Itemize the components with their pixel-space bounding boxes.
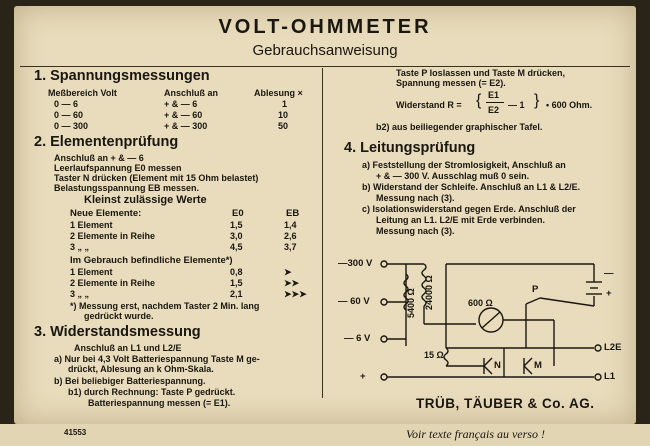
terminal-l2e: L2E <box>604 342 622 353</box>
formula-times: • 600 Ohm. <box>546 100 593 110</box>
text-line: b2) aus beiliegender graphischer Tafel. <box>376 122 543 132</box>
table-cell: 1 Element <box>70 220 113 230</box>
table-cell: 1 <box>282 99 288 109</box>
text-line: Leitung an L1. L2/E mit Erde verbinden. <box>376 215 546 225</box>
text-line: b1) durch Rechnung: Taste P gedrückt. <box>68 387 236 397</box>
page-subtitle: Gebrauchsanweisung <box>252 42 398 59</box>
text-line: a) Nur bei 4,3 Volt Batteriespannung Taste M ge- <box>54 354 260 364</box>
footer <box>0 424 650 446</box>
col-header-connection: Anschluß an <box>164 88 219 98</box>
table-cell: 50 <box>278 121 289 131</box>
col-header-range: Meßbereich Volt <box>48 88 117 98</box>
terminal-l1: L1 <box>604 371 616 382</box>
table-cell: 2,6 <box>284 231 297 241</box>
text-line: Anschluß an L1 und L2/E <box>74 343 182 353</box>
table-cell: 4,5 <box>230 242 243 252</box>
table-cell: ➤➤➤ <box>284 289 307 299</box>
resistor-5400-label: 5400 Ω <box>406 288 416 318</box>
resistor-24000-label: 24000 Ω <box>424 275 434 310</box>
print-code: 41553 <box>64 428 87 437</box>
text-line: Messung nach (3). <box>376 226 455 236</box>
table-cell: 2 Elemente in Reihe <box>70 231 156 241</box>
text-line: a) Feststellung der Stromlosigkeit, Anschluß an <box>362 160 566 170</box>
section-3-heading: 3. Widerstandsmessung <box>34 324 201 340</box>
resistor-15-label: 15 Ω <box>424 350 444 360</box>
instruction-card <box>14 6 636 424</box>
formula-e2: E2 <box>488 105 500 115</box>
table-cell: 3,7 <box>284 242 297 252</box>
text-line: + & — 300 V. Ausschlag muß 0 sein. <box>376 171 530 181</box>
table-cell: + & — 60 <box>164 110 203 120</box>
page-title: VOLT-OHMMETER <box>218 16 432 38</box>
table-cell: 2,1 <box>230 289 243 299</box>
new-elements-heading: Neue Elemente: <box>70 208 142 219</box>
text-line: Leerlaufspannung E0 messen <box>54 163 182 173</box>
circuit-diagram <box>14 6 636 424</box>
table-cell: ➤ <box>284 267 292 277</box>
footnote: *) Messung erst, nachdem Taster 2 Min. lang <box>70 301 260 311</box>
table-cell: 10 <box>278 110 289 120</box>
formula-e1: E1 <box>488 90 500 100</box>
text-line: Taster N drücken (Element mit 15 Ohm belastet) <box>54 173 259 183</box>
footnote-cont: gedrückt wurde. <box>84 311 154 321</box>
table-cell: 1,4 <box>284 220 297 230</box>
battery-minus: — <box>604 268 614 279</box>
section-4-heading: 4. Leitungsprüfung <box>344 140 476 156</box>
formula-label: Widerstand R = <box>396 100 462 110</box>
col-header-reading: Ablesung × <box>254 88 303 98</box>
table-cell: 1,5 <box>230 220 243 230</box>
terminal-60v: — 60 V <box>338 296 370 307</box>
switch-n-label: N <box>494 360 501 371</box>
terminal-plus: + <box>360 371 366 382</box>
text-line: Taste P loslassen und Taste M drücken, <box>396 68 566 78</box>
manufacturer-name: TRÜB, TÄUBER & Co. AG. <box>416 396 595 411</box>
brace-open: { <box>476 92 482 109</box>
table-cell: 1,5 <box>230 278 243 288</box>
text-line: b) Widerstand der Schleife. Anschluß an L1 & L2/E. <box>362 182 581 192</box>
used-elements-heading: Im Gebrauch befindliche Elemente*) <box>70 255 233 266</box>
section-2-heading: 2. Elementenprüfung <box>34 134 179 150</box>
formula-minus: — 1 <box>508 100 525 110</box>
table-cell: 3 „ „ <box>70 289 90 299</box>
table-cell: 0 — 60 <box>54 110 84 120</box>
table-cell: 0 — 300 <box>54 121 89 131</box>
text-line: Spannung messen (= E2). <box>396 78 506 88</box>
section-1-heading: 1. Spannungsmessungen <box>34 68 210 84</box>
table-cell: 3,0 <box>230 231 243 241</box>
resistor-600-label: 600 Ω <box>468 298 493 308</box>
table-cell: 3 „ „ <box>70 242 90 252</box>
terminal-300v: —300 V <box>338 258 373 269</box>
text-line: c) Isolationswiderstand gegen Erde. Anschluß der <box>362 204 576 214</box>
switch-m-label: M <box>534 360 542 371</box>
table-cell: 0 — 6 <box>54 99 79 109</box>
col-eb: EB <box>286 208 300 219</box>
brace-close: } <box>534 92 540 109</box>
col-e0: E0 <box>232 208 244 219</box>
terminal-6v: — 6 V <box>344 333 371 344</box>
table-cell: 0,8 <box>230 267 243 277</box>
text-line: Belastungsspannung EB messen. <box>54 183 200 193</box>
text-line: Batteriespannung messen (= E1). <box>88 398 231 408</box>
text-line: drückt, Ablesung an k Ohm-Skala. <box>68 364 214 374</box>
table-cell: 2 Elemente in Reihe <box>70 278 156 288</box>
text-line: Anschluß an + & — 6 <box>54 153 144 163</box>
verso-note: Voir texte français au verso ! <box>406 427 545 441</box>
table-cell: ➤➤ <box>284 278 300 288</box>
text-line: b) Bei beliebiger Batteriespannung. <box>54 376 206 386</box>
text-line: Messung nach (3). <box>376 193 455 203</box>
table-cell: + & — 6 <box>164 99 198 109</box>
min-values-heading: Kleinst zulässige Werte <box>84 194 207 206</box>
switch-p-label: P <box>532 284 539 295</box>
table-cell: + & — 300 <box>164 121 208 131</box>
battery-plus: + <box>606 288 612 299</box>
table-cell: 1 Element <box>70 267 113 277</box>
